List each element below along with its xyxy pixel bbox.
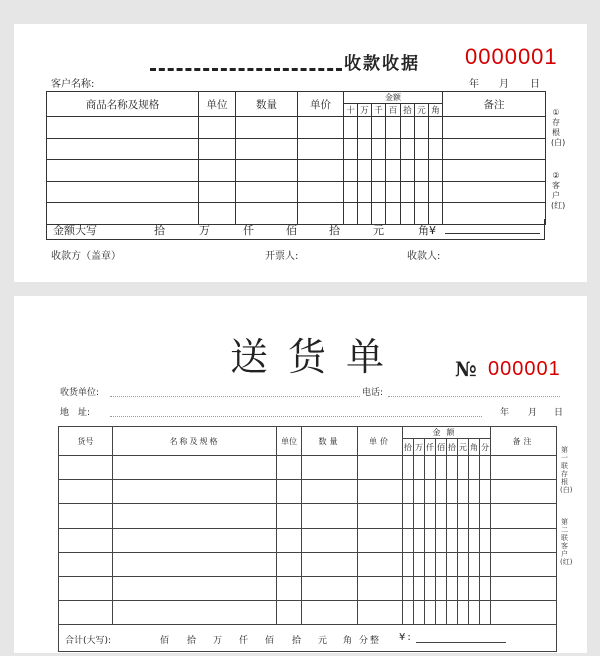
table-row[interactable] [59,480,557,504]
digit-header: 十 [344,104,358,117]
side-copy-label-1: ①存根(白) [551,108,566,147]
total-figure-line[interactable] [416,642,506,643]
receipt-title: 收款收据 [344,54,420,74]
table-row[interactable] [59,576,557,600]
col-header-qty: 数量 [236,92,298,117]
title-dash-line [150,68,342,71]
total-unit: 拾 [187,636,199,647]
date-day-label: 日 [554,408,564,418]
number-symbol: № [455,357,477,381]
digit-header: 仟 [425,439,436,456]
digit-header: 万 [358,104,372,117]
digit-header: 角 [429,104,443,117]
total-label: 合计(大写): [65,636,112,647]
col-header-unit: 单位 [199,92,236,117]
date-month-label: 月 [528,408,538,418]
digit-header: 拾 [403,439,414,456]
date-year-label: 年 [500,408,510,418]
total-row [59,625,557,652]
amount-words-row [46,219,545,240]
table-row[interactable] [59,601,557,625]
digit-header: 佰 [436,439,447,456]
col-header-note: 备注 [491,427,557,456]
amount-unit: 拾 [154,224,165,237]
receipt-items-table [46,91,546,225]
col-header-note: 备注 [443,92,546,117]
total-unit: 仟 [239,636,251,647]
digit-header: 元 [458,439,469,456]
amount-words-label: 金额大写 [53,224,97,237]
table-row[interactable] [59,456,557,480]
receiver-unit-label: 收货单位: [60,388,100,398]
address-label: 地 址: [60,408,91,418]
amount-unit: 元 [373,224,384,237]
total-unit: 拾 [292,636,304,647]
address-field[interactable] [110,416,482,417]
digit-header: 拾 [401,104,415,117]
col-header-qty: 数量 [302,427,358,456]
customer-name-label: 客户名称: [51,79,95,90]
date-month-label: 月 [499,79,509,90]
receipt-number: 0000001 [465,44,558,69]
col-header-price: 单价 [358,427,403,456]
delivery-number: 000001 [488,358,561,380]
date-day-label: 日 [530,79,540,90]
digit-header: 拾 [447,439,458,456]
col-header-code: 货号 [59,427,113,456]
receiver-label: 收款人: [407,251,441,262]
digit-header: 千 [372,104,386,117]
delivery-title: 送货单 [230,335,405,379]
total-unit: 万 [213,636,225,647]
total-unit: 元 [318,636,330,647]
table-row[interactable] [59,552,557,576]
amount-unit: 仟 [243,224,254,237]
col-header-name: 名称及规格 [113,427,277,456]
table-row[interactable] [47,181,546,203]
digit-header: 百 [386,104,401,117]
receipt-form [14,24,587,282]
amount-unit-yen: 角¥ [418,224,436,237]
phone-field[interactable] [388,396,560,397]
receiver-unit-field[interactable] [110,396,360,397]
amount-figure-line[interactable] [445,233,540,234]
table-row[interactable] [47,117,546,139]
digit-header: 分 [480,439,491,456]
side-copy-label-1: 第一联存根(白) [560,446,573,494]
side-copy-label-2: ②客户(红) [551,171,566,210]
table-row[interactable] [47,160,546,182]
yen-label: ¥: [399,632,413,644]
delivery-items-table [58,426,557,652]
table-row[interactable] [47,138,546,160]
table-row[interactable] [59,504,557,528]
total-unit: 分整 [359,636,382,647]
col-header-name: 商品名称及规格 [47,92,199,117]
side-copy-label-2: 第二联客户(红) [560,518,573,566]
amount-unit: 佰 [286,224,297,237]
col-header-price: 单价 [298,92,344,117]
digit-header: 角 [469,439,480,456]
total-unit: 佰 [160,636,172,647]
digit-header: 元 [415,104,429,117]
col-header-unit: 单位 [277,427,302,456]
issuer-label: 开票人: [265,251,299,262]
total-unit: 佰 [265,636,277,647]
col-header-amount: 金额 [344,92,443,104]
digit-header: 万 [414,439,425,456]
col-header-amount: 金额 [403,427,491,439]
amount-unit: 拾 [329,224,340,237]
total-unit: 角 [343,636,355,647]
phone-label: 电话: [362,388,384,398]
table-row[interactable] [59,528,557,552]
delivery-note-form [14,296,587,653]
amount-unit: 万 [199,224,210,237]
date-year-label: 年 [469,79,479,90]
payee-label: 收款方（盖章） [51,251,121,262]
